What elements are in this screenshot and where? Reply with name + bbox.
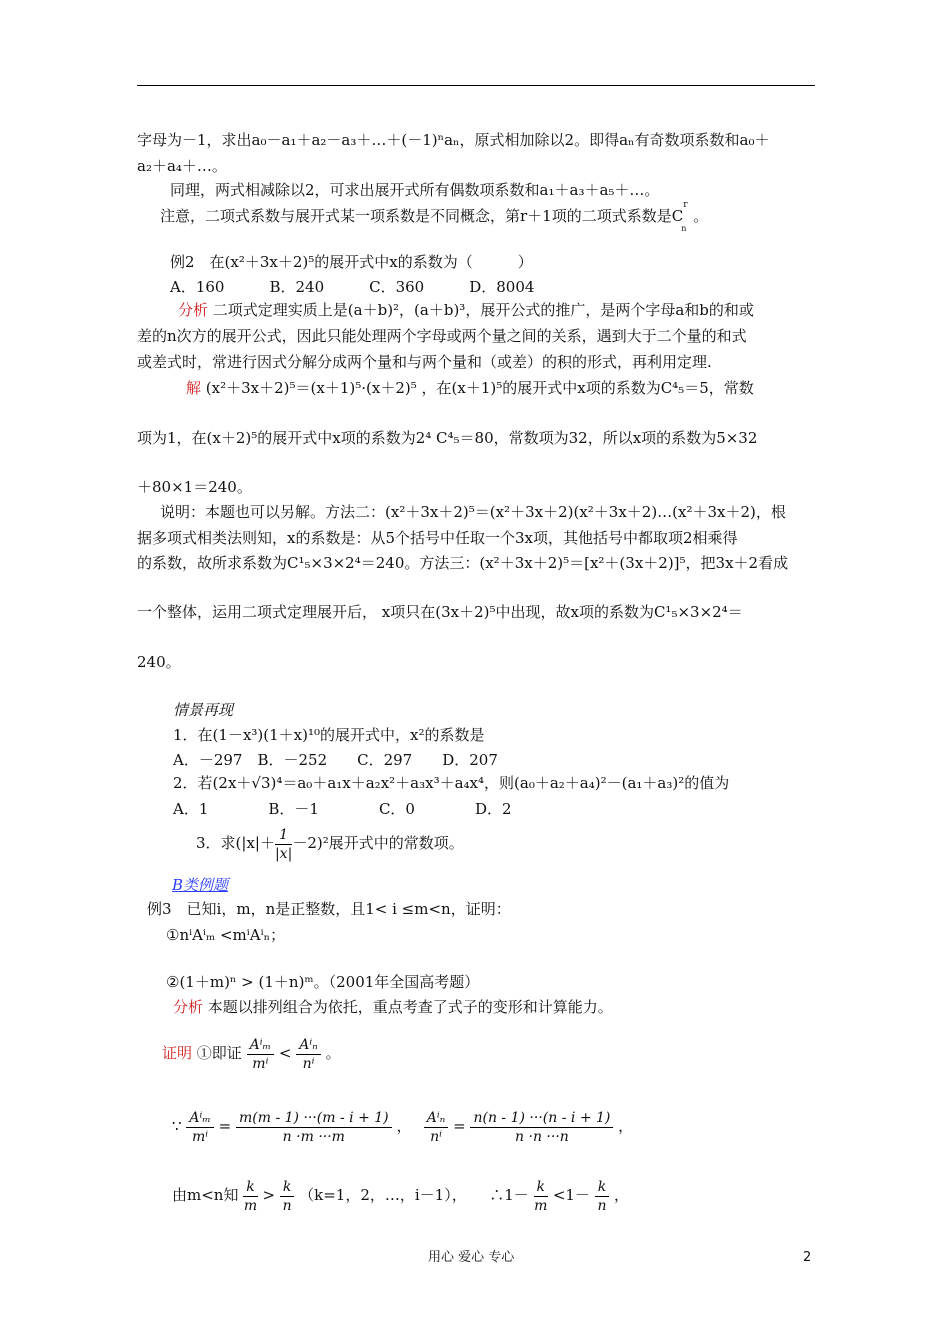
analysis-label: 分析 [173,998,204,1016]
text-line: a₂＋a₄＋…。 [137,157,227,175]
text-line: 注意，二项式系数与展开式某一项系数是不同概念，第r＋1项的二项式系数是C r n 。 [160,200,709,233]
question-2: 2．若(2x＋√3)⁴＝a₀＋a₁x＋a₂x²＋a₃x³＋a₄x⁴，则(a₀＋a₂＋a₄)²－(a₁＋a₃)²的值为 [173,774,730,792]
example-2-options: A．160 B．240 C．360 D．8004 [170,278,535,296]
text-line: 的系数，故所求系数为C¹₅×3×2⁴＝240。方法三：(x²＋3x＋2)⁵＝[x²＋(3x＋2)]⁵，把3x＋2看成 [137,554,789,572]
analysis-label: 分析 [178,301,209,319]
example-3: 例3 已知i，m，n是正整数，且1< i ≤m<n，证明： [147,900,511,918]
example-3-part-2: ②(1＋m)ⁿ > (1＋n)ᵐ。（2001年全国高考题） [166,973,480,991]
header-rule [137,85,815,86]
text-line: 240。 [137,653,181,671]
inequality-line: 由m<n知 $\frac{k}{m}$ > $\frac{k}{n}$ （k=1，2，…，i－1）， ∴1－ $\frac{k}{m}$ <1－ $\frac{k}{n}$ ， [172,1178,629,1214]
solution-line: 解 (x²＋3x＋2)⁵＝(x＋1)⁵·(x＋2)⁵ ，在(x＋1)⁵的展开式中x项的系数为C⁴₅＝5，常数 [186,379,754,397]
text-line: 差的n次方的展开公式，因此只能处理两个字母或两个量之间的关系，遇到大于二个量的和式 [137,327,747,345]
page-number: 2 [803,1250,812,1265]
text-line: 据多项式相类法则知，x的系数是：从5个括号中任取一个3x项，其他括号中都取项2相乘得 [137,529,738,547]
analysis-line: 分析 二项式定理实质上是(a＋b)²，(a＋b)³，展开公式的推广，是两个字母a和b的和或 [178,301,754,319]
example-2-question: 例2 在(x²＋3x＋2)⁵的展开式中x的系数为（ ） [170,253,533,271]
text-line: 同理，两式相减除以2，可求出展开式所有偶数项系数和a₁＋a₃＋a₅＋…。 [170,181,660,199]
proof-line: 证明 ①即证 $\frac{\text{Aⁱₘ}}{\text{mⁱ}}$ < $\frac{\text{Aⁱₙ}}{\text{nⁱ}}$ 。 [162,1036,341,1072]
text-line: 说明：本题也可以另解。方法二：(x²＋3x＋2)⁵＝(x²＋3x＋2)(x²＋3x＋2)…(x²＋3x＋2)，根 [160,503,786,521]
analysis-line: 分析 本题以排列组合为依托，重点考查了式子的变形和计算能力。 [173,998,613,1016]
equation-line: ∵ $\frac{\text{Aⁱₘ}}{\text{mⁱ}}$ = $\frac{m(m - 1) \cdot\cdot\cdot(m - i + 1)}{n \cdot m \cdot\cdot\cdot m}$ ， $\frac{\text{Aⁱₙ}}{\text{nⁱ}}$ = $\frac{n(n - 1) \cdot\cdot\cdot(n - i + 1)}{n \cdot n \cdot\cdot\cdot n}$ ， [172,1109,634,1145]
text-line: 一个整体，运用二项式定理展开后， x项只在(3x＋2)⁵中出现，故x项的系数为C¹₅×3×2⁴＝ [137,603,743,621]
solution-label: 解 [186,379,202,397]
text-line: 或差式时，常进行因式分解分成两个量和与两个量和（或差）的积的形式，再利用定理. [137,353,712,371]
text-line: ＋80×1＝240。 [137,478,252,496]
question-2-options: A．1 B．－1 C．0 D．2 [173,800,512,818]
question-3: 3．求(|x|＋ $\frac{1}{|x|}$ －2)²展开式中的常数项。 [196,826,464,862]
question-1: 1．在(1－x³)(1＋x)¹⁰的展开式中，x²的系数是 [173,726,485,744]
section-title: 情景再现 [173,701,234,719]
question-1-options: A．－297 B．－252 C．297 D．207 [173,751,498,769]
text-line: 字母为－1，求出a₀－a₁＋a₂－a₃＋…＋(－1)ⁿaₙ，原式相加除以2。即得aₙ有奇数项系数和a₀＋ [137,131,770,149]
proof-label: 证明 [162,1044,193,1062]
text-line: 项为1，在(x＋2)⁵的展开式中x项的系数为2⁴ C⁴₅＝80，常数项为32，所以x项的系数为5×32 [137,429,758,447]
footer-text: 用心 爱心 专心 [428,1250,515,1265]
example-3-part-1: ①nⁱAⁱₘ <mⁱAⁱₙ； [166,926,286,944]
section-link-b[interactable]: B类例题 [172,876,229,894]
